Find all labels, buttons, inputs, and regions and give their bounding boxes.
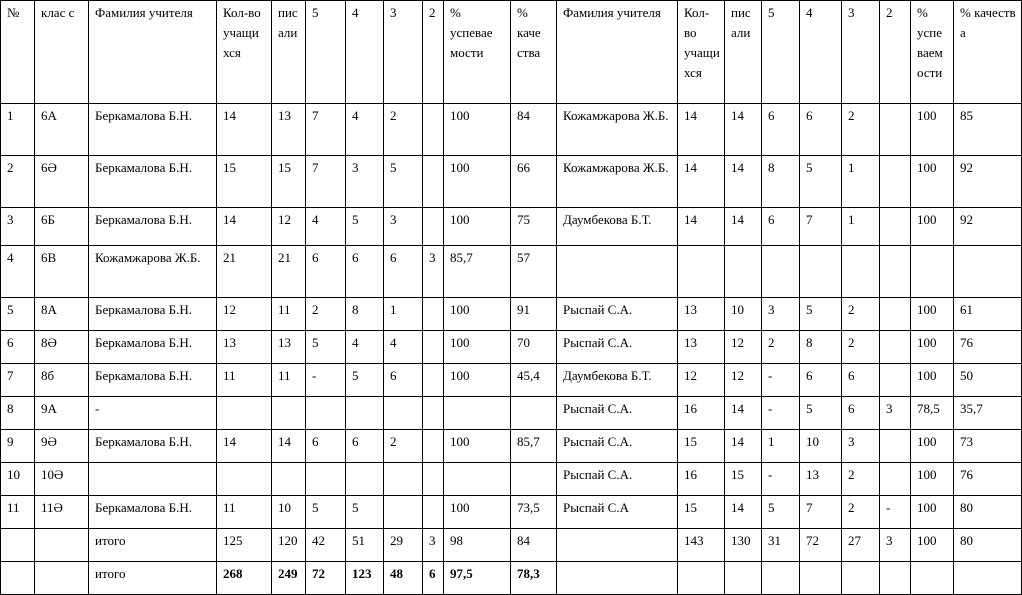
col-number-cell: 7 xyxy=(1,364,35,397)
col-grade4-2-cell xyxy=(800,562,842,595)
col-grade5-cell: 4 xyxy=(306,208,346,246)
col-grade2-2-cell: 3 xyxy=(880,529,911,562)
col-class-cell xyxy=(35,562,89,595)
col-wrote-cell: 14 xyxy=(272,430,306,463)
col-grade4-cell: 3 xyxy=(346,156,384,208)
col-quality-pct-2-cell: 50 xyxy=(954,364,1022,397)
col-grade4-2-cell: 72 xyxy=(800,529,842,562)
col-students-2-cell: 13 xyxy=(678,298,725,331)
col-grade3-2-cell: 2 xyxy=(842,496,880,529)
col-grade4-2-cell: 8 xyxy=(800,331,842,364)
col-grade3-2-cell: 27 xyxy=(842,529,880,562)
col-quality-pct-2-cell: 35,7 xyxy=(954,397,1022,430)
col-teacher-cell: Беркамалова Б.Н. xyxy=(89,298,217,331)
col-quality-pct-2-cell: 61 xyxy=(954,298,1022,331)
col-quality-pct-2-cell: 92 xyxy=(954,208,1022,246)
col-grade2-cell xyxy=(423,298,444,331)
col-grade4-2-cell: 7 xyxy=(800,496,842,529)
col-grade3-2-cell: 6 xyxy=(842,364,880,397)
col-grade4-cell xyxy=(346,397,384,430)
col-quality-pct-2-cell: 76 xyxy=(954,463,1022,496)
col-teacher-cell: итого xyxy=(89,562,217,595)
col-wrote-2-header: пис али xyxy=(725,1,762,104)
col-students-cell: 12 xyxy=(217,298,272,331)
col-quality-pct-cell: 73,5 xyxy=(511,496,557,529)
table-row xyxy=(1,208,1022,246)
col-wrote-2-cell: 14 xyxy=(725,397,762,430)
col-grade3-cell: 2 xyxy=(384,104,423,156)
table-row xyxy=(1,397,1022,430)
col-class-cell xyxy=(35,529,89,562)
col-grade2-cell: 3 xyxy=(423,246,444,298)
col-wrote-cell: 13 xyxy=(272,331,306,364)
col-number-cell: 11 xyxy=(1,496,35,529)
col-success-pct-cell: 98 xyxy=(444,529,511,562)
col-students-2-cell xyxy=(678,246,725,298)
col-grade5-2-cell: - xyxy=(762,463,800,496)
col-grade2-2-cell xyxy=(880,430,911,463)
col-grade5-2-cell: 31 xyxy=(762,529,800,562)
col-grade2-cell xyxy=(423,496,444,529)
col-students-cell: 14 xyxy=(217,208,272,246)
table-row xyxy=(1,562,1022,595)
col-grade2-2-cell xyxy=(880,463,911,496)
col-grade4-2-cell: 5 xyxy=(800,156,842,208)
col-success-pct-header: % успевае мости xyxy=(444,1,511,104)
col-quality-pct-cell: 75 xyxy=(511,208,557,246)
col-grade5-2-header: 5 xyxy=(762,1,800,104)
table-row xyxy=(1,430,1022,463)
col-quality-pct-2-cell: 80 xyxy=(954,529,1022,562)
table-row xyxy=(1,496,1022,529)
col-grade4-cell: 51 xyxy=(346,529,384,562)
col-grade5-2-cell xyxy=(762,246,800,298)
col-success-pct-2-cell: 100 xyxy=(911,298,954,331)
col-success-pct-2-header: % успе ваем ости xyxy=(911,1,954,104)
col-grade2-2-cell xyxy=(880,246,911,298)
col-number-cell: 8 xyxy=(1,397,35,430)
col-students-cell: 15 xyxy=(217,156,272,208)
col-grade2-2-cell: 3 xyxy=(880,397,911,430)
col-grade2-header: 2 xyxy=(423,1,444,104)
col-grade3-2-cell: 1 xyxy=(842,208,880,246)
col-success-pct-2-cell: 100 xyxy=(911,156,954,208)
table-row xyxy=(1,331,1022,364)
col-wrote-cell xyxy=(272,463,306,496)
col-grade2-2-header: 2 xyxy=(880,1,911,104)
col-grade3-2-header: 3 xyxy=(842,1,880,104)
col-grade5-2-cell: 5 xyxy=(762,496,800,529)
col-grade4-cell: 123 xyxy=(346,562,384,595)
col-success-pct-2-cell: 100 xyxy=(911,208,954,246)
col-quality-pct-2-cell: 92 xyxy=(954,156,1022,208)
col-students-header: Кол-во учащи хся xyxy=(217,1,272,104)
col-grade5-2-cell: 6 xyxy=(762,208,800,246)
col-students-2-cell: 13 xyxy=(678,331,725,364)
col-wrote-cell xyxy=(272,397,306,430)
col-grade4-cell: 4 xyxy=(346,104,384,156)
table-row xyxy=(1,463,1022,496)
col-teacher-2-cell: Рыспай С.А. xyxy=(557,397,678,430)
col-success-pct-2-cell: 100 xyxy=(911,331,954,364)
col-wrote-2-cell: 14 xyxy=(725,104,762,156)
col-teacher-cell: Беркамалова Б.Н. xyxy=(89,156,217,208)
col-grade3-2-cell: 6 xyxy=(842,397,880,430)
col-grade2-cell xyxy=(423,104,444,156)
col-number-cell: 5 xyxy=(1,298,35,331)
col-grade2-2-cell xyxy=(880,298,911,331)
col-grade2-cell xyxy=(423,397,444,430)
col-quality-pct-2-cell: 85 xyxy=(954,104,1022,156)
col-quality-pct-cell: 78,3 xyxy=(511,562,557,595)
col-grade4-2-cell: 5 xyxy=(800,298,842,331)
col-teacher-header: Фамилия учителя xyxy=(89,1,217,104)
col-quality-pct-cell: 91 xyxy=(511,298,557,331)
col-students-2-cell: 12 xyxy=(678,364,725,397)
col-quality-pct-2-cell: 76 xyxy=(954,331,1022,364)
col-grade5-cell: 7 xyxy=(306,104,346,156)
col-wrote-2-cell: 14 xyxy=(725,208,762,246)
col-success-pct-cell: 100 xyxy=(444,496,511,529)
col-teacher-cell xyxy=(89,463,217,496)
col-grade4-2-cell: 5 xyxy=(800,397,842,430)
col-grade4-2-cell: 6 xyxy=(800,104,842,156)
col-number-cell: 6 xyxy=(1,331,35,364)
col-grade2-2-cell xyxy=(880,208,911,246)
col-grade3-header: 3 xyxy=(384,1,423,104)
col-success-pct-2-cell: 100 xyxy=(911,364,954,397)
col-quality-pct-2-cell: 80 xyxy=(954,496,1022,529)
col-quality-pct-2-header: % качеств а xyxy=(954,1,1022,104)
col-grade5-cell: 5 xyxy=(306,496,346,529)
col-class-cell: 6В xyxy=(35,246,89,298)
col-grade5-cell: 2 xyxy=(306,298,346,331)
col-wrote-cell: 12 xyxy=(272,208,306,246)
col-teacher-cell: Беркамалова Б.Н. xyxy=(89,208,217,246)
col-grade3-2-cell: 1 xyxy=(842,156,880,208)
header-row xyxy=(1,1,1022,104)
col-success-pct-cell xyxy=(444,463,511,496)
col-students-2-cell: 143 xyxy=(678,529,725,562)
col-quality-pct-cell: 84 xyxy=(511,529,557,562)
col-grade3-cell: 3 xyxy=(384,208,423,246)
col-class-cell: 9А xyxy=(35,397,89,430)
col-wrote-2-cell: 15 xyxy=(725,463,762,496)
col-success-pct-cell: 100 xyxy=(444,104,511,156)
col-grade2-cell xyxy=(423,364,444,397)
col-teacher-2-cell: Даумбекова Б.Т. xyxy=(557,208,678,246)
col-grade5-2-cell: 2 xyxy=(762,331,800,364)
col-grade4-cell: 4 xyxy=(346,331,384,364)
col-grade4-header: 4 xyxy=(346,1,384,104)
col-quality-pct-cell: 66 xyxy=(511,156,557,208)
col-teacher-2-cell: Рыспай С.А. xyxy=(557,430,678,463)
col-grade3-2-cell: 2 xyxy=(842,463,880,496)
col-class-cell: 6Ә xyxy=(35,156,89,208)
col-grade3-cell xyxy=(384,397,423,430)
col-students-cell: 14 xyxy=(217,430,272,463)
col-wrote-2-cell: 130 xyxy=(725,529,762,562)
col-wrote-2-cell: 12 xyxy=(725,331,762,364)
col-wrote-2-cell xyxy=(725,562,762,595)
col-grade3-2-cell xyxy=(842,562,880,595)
col-grade2-2-cell xyxy=(880,331,911,364)
col-teacher-2-cell: Рыспай С.А. xyxy=(557,463,678,496)
col-grade5-cell xyxy=(306,463,346,496)
col-number-cell: 4 xyxy=(1,246,35,298)
col-grade2-cell: 3 xyxy=(423,529,444,562)
col-wrote-header: пис али xyxy=(272,1,306,104)
col-grade5-header: 5 xyxy=(306,1,346,104)
col-students-2-cell: 14 xyxy=(678,104,725,156)
col-grade4-2-cell: 6 xyxy=(800,364,842,397)
col-wrote-cell: 13 xyxy=(272,104,306,156)
col-grade2-2-cell xyxy=(880,562,911,595)
col-grade3-cell: 5 xyxy=(384,156,423,208)
col-teacher-2-cell: Рыспай С.А. xyxy=(557,298,678,331)
col-grade3-cell: 1 xyxy=(384,298,423,331)
col-number-cell xyxy=(1,562,35,595)
col-grade2-2-cell xyxy=(880,104,911,156)
col-class-cell: 11Ә xyxy=(35,496,89,529)
col-grade3-2-cell: 2 xyxy=(842,298,880,331)
col-wrote-2-cell xyxy=(725,246,762,298)
col-grade4-2-cell xyxy=(800,246,842,298)
col-grade2-cell xyxy=(423,331,444,364)
col-number-cell: 2 xyxy=(1,156,35,208)
col-grade4-2-cell: 13 xyxy=(800,463,842,496)
col-class-cell: 8Ә xyxy=(35,331,89,364)
col-grade5-cell: 5 xyxy=(306,331,346,364)
col-teacher-2-cell: Даумбекова Б.Т. xyxy=(557,364,678,397)
col-grade2-2-cell xyxy=(880,364,911,397)
col-students-cell: 14 xyxy=(217,104,272,156)
col-wrote-cell: 21 xyxy=(272,246,306,298)
col-students-2-cell xyxy=(678,562,725,595)
col-class-cell: 10Ә xyxy=(35,463,89,496)
col-grade2-cell xyxy=(423,156,444,208)
col-wrote-2-cell: 14 xyxy=(725,430,762,463)
col-class-cell: 9Ә xyxy=(35,430,89,463)
col-grade4-2-cell: 7 xyxy=(800,208,842,246)
col-quality-pct-cell: 57 xyxy=(511,246,557,298)
col-grade4-2-cell: 10 xyxy=(800,430,842,463)
col-success-pct-2-cell: 100 xyxy=(911,430,954,463)
col-success-pct-cell xyxy=(444,397,511,430)
col-grade4-cell: 5 xyxy=(346,496,384,529)
col-grade3-cell: 48 xyxy=(384,562,423,595)
col-teacher-cell: Беркамалова Б.Н. xyxy=(89,364,217,397)
table-row xyxy=(1,246,1022,298)
col-grade3-cell: 4 xyxy=(384,331,423,364)
col-grade2-2-cell xyxy=(880,156,911,208)
col-number-cell: 10 xyxy=(1,463,35,496)
col-grade5-2-cell: - xyxy=(762,397,800,430)
col-grade5-cell: 42 xyxy=(306,529,346,562)
col-success-pct-cell: 100 xyxy=(444,298,511,331)
col-quality-pct-cell: 70 xyxy=(511,331,557,364)
col-success-pct-2-cell: 100 xyxy=(911,529,954,562)
table-row xyxy=(1,104,1022,156)
col-success-pct-cell: 100 xyxy=(444,331,511,364)
col-students-2-cell: 14 xyxy=(678,156,725,208)
col-success-pct-2-cell: 100 xyxy=(911,463,954,496)
col-success-pct-2-cell: 100 xyxy=(911,496,954,529)
col-quality-pct-2-cell xyxy=(954,562,1022,595)
col-students-cell: 21 xyxy=(217,246,272,298)
table-row xyxy=(1,364,1022,397)
col-wrote-2-cell: 14 xyxy=(725,496,762,529)
col-teacher-2-header: Фамилия учителя xyxy=(557,1,678,104)
col-grade5-cell: - xyxy=(306,364,346,397)
col-grade4-cell: 5 xyxy=(346,208,384,246)
col-students-cell: 13 xyxy=(217,331,272,364)
col-grade4-cell: 6 xyxy=(346,246,384,298)
col-wrote-cell: 249 xyxy=(272,562,306,595)
col-grade3-2-cell xyxy=(842,246,880,298)
col-success-pct-cell: 100 xyxy=(444,430,511,463)
col-wrote-2-cell: 10 xyxy=(725,298,762,331)
col-success-pct-2-cell xyxy=(911,562,954,595)
col-grade2-cell xyxy=(423,208,444,246)
col-success-pct-cell: 97,5 xyxy=(444,562,511,595)
col-grade4-cell: 5 xyxy=(346,364,384,397)
col-grade5-cell: 6 xyxy=(306,246,346,298)
col-teacher-cell: - xyxy=(89,397,217,430)
col-teacher-cell: Кожамжарова Ж.Б. xyxy=(89,246,217,298)
col-success-pct-2-cell: 78,5 xyxy=(911,397,954,430)
col-success-pct-cell: 100 xyxy=(444,156,511,208)
col-grade3-2-cell: 2 xyxy=(842,331,880,364)
col-grade5-2-cell: 3 xyxy=(762,298,800,331)
col-teacher-2-cell xyxy=(557,562,678,595)
col-grade5-cell: 72 xyxy=(306,562,346,595)
col-teacher-cell: Беркамалова Б.Н. xyxy=(89,331,217,364)
col-class-cell: 6Б xyxy=(35,208,89,246)
col-success-pct-cell: 100 xyxy=(444,364,511,397)
col-quality-pct-cell: 84 xyxy=(511,104,557,156)
col-teacher-cell: Беркамалова Б.Н. xyxy=(89,496,217,529)
table-row xyxy=(1,298,1022,331)
col-grade5-cell: 6 xyxy=(306,430,346,463)
col-teacher-2-cell xyxy=(557,529,678,562)
col-number-cell: 1 xyxy=(1,104,35,156)
col-success-pct-2-cell xyxy=(911,246,954,298)
col-grade5-2-cell xyxy=(762,562,800,595)
col-class-cell: 8А xyxy=(35,298,89,331)
col-success-pct-2-cell: 100 xyxy=(911,104,954,156)
col-teacher-2-cell xyxy=(557,246,678,298)
col-wrote-cell: 15 xyxy=(272,156,306,208)
col-number-cell: 9 xyxy=(1,430,35,463)
col-number-cell xyxy=(1,529,35,562)
col-teacher-2-cell: Рыспай С.А. xyxy=(557,331,678,364)
col-teacher-cell: итого xyxy=(89,529,217,562)
col-quality-pct-2-cell: 73 xyxy=(954,430,1022,463)
col-quality-pct-cell: 45,4 xyxy=(511,364,557,397)
col-success-pct-cell: 85,7 xyxy=(444,246,511,298)
col-wrote-cell: 10 xyxy=(272,496,306,529)
col-grade3-cell: 6 xyxy=(384,364,423,397)
col-grade5-cell: 7 xyxy=(306,156,346,208)
col-grade5-2-cell: 8 xyxy=(762,156,800,208)
col-grade2-cell xyxy=(423,463,444,496)
col-teacher-cell: Беркамалова Б.Н. xyxy=(89,430,217,463)
col-wrote-2-cell: 12 xyxy=(725,364,762,397)
col-number-cell: 3 xyxy=(1,208,35,246)
col-quality-pct-header: % каче ства xyxy=(511,1,557,104)
col-wrote-cell: 11 xyxy=(272,298,306,331)
table-row xyxy=(1,529,1022,562)
col-grade5-2-cell: 1 xyxy=(762,430,800,463)
col-students-2-cell: 15 xyxy=(678,496,725,529)
col-students-2-cell: 16 xyxy=(678,397,725,430)
col-grade3-2-cell: 2 xyxy=(842,104,880,156)
col-students-cell xyxy=(217,463,272,496)
col-teacher-cell: Беркамалова Б.Н. xyxy=(89,104,217,156)
col-class-cell: 8б xyxy=(35,364,89,397)
col-students-2-cell: 16 xyxy=(678,463,725,496)
col-grade4-cell: 6 xyxy=(346,430,384,463)
col-grade4-cell xyxy=(346,463,384,496)
col-quality-pct-cell xyxy=(511,397,557,430)
col-wrote-2-cell: 14 xyxy=(725,156,762,208)
col-grade3-cell: 6 xyxy=(384,246,423,298)
col-students-cell: 268 xyxy=(217,562,272,595)
table-row xyxy=(1,156,1022,208)
col-grade5-cell xyxy=(306,397,346,430)
col-grade3-cell: 2 xyxy=(384,430,423,463)
col-grade2-cell: 6 xyxy=(423,562,444,595)
col-students-cell: 11 xyxy=(217,496,272,529)
col-grade5-2-cell: 6 xyxy=(762,104,800,156)
col-students-cell: 125 xyxy=(217,529,272,562)
col-teacher-2-cell: Рыспай С.А xyxy=(557,496,678,529)
col-grade2-cell xyxy=(423,430,444,463)
col-grade3-cell xyxy=(384,496,423,529)
col-success-pct-cell: 100 xyxy=(444,208,511,246)
col-grade5-2-cell: - xyxy=(762,364,800,397)
col-students-cell: 11 xyxy=(217,364,272,397)
col-quality-pct-cell xyxy=(511,463,557,496)
col-grade2-2-cell: - xyxy=(880,496,911,529)
col-class-cell: 6А xyxy=(35,104,89,156)
col-teacher-2-cell: Кожамжарова Ж.Б. xyxy=(557,104,678,156)
col-grade4-2-header: 4 xyxy=(800,1,842,104)
col-students-2-cell: 15 xyxy=(678,430,725,463)
col-quality-pct-2-cell xyxy=(954,246,1022,298)
col-class-header: клас с xyxy=(35,1,89,104)
col-wrote-cell: 120 xyxy=(272,529,306,562)
col-students-2-cell: 14 xyxy=(678,208,725,246)
col-grade3-cell xyxy=(384,463,423,496)
col-number-header: № xyxy=(1,1,35,104)
col-grade4-cell: 8 xyxy=(346,298,384,331)
col-grade3-cell: 29 xyxy=(384,529,423,562)
col-students-2-header: Кол-во учащи хся xyxy=(678,1,725,104)
col-wrote-cell: 11 xyxy=(272,364,306,397)
col-teacher-2-cell: Кожамжарова Ж.Б. xyxy=(557,156,678,208)
col-quality-pct-cell: 85,7 xyxy=(511,430,557,463)
col-grade3-2-cell: 3 xyxy=(842,430,880,463)
col-students-cell xyxy=(217,397,272,430)
